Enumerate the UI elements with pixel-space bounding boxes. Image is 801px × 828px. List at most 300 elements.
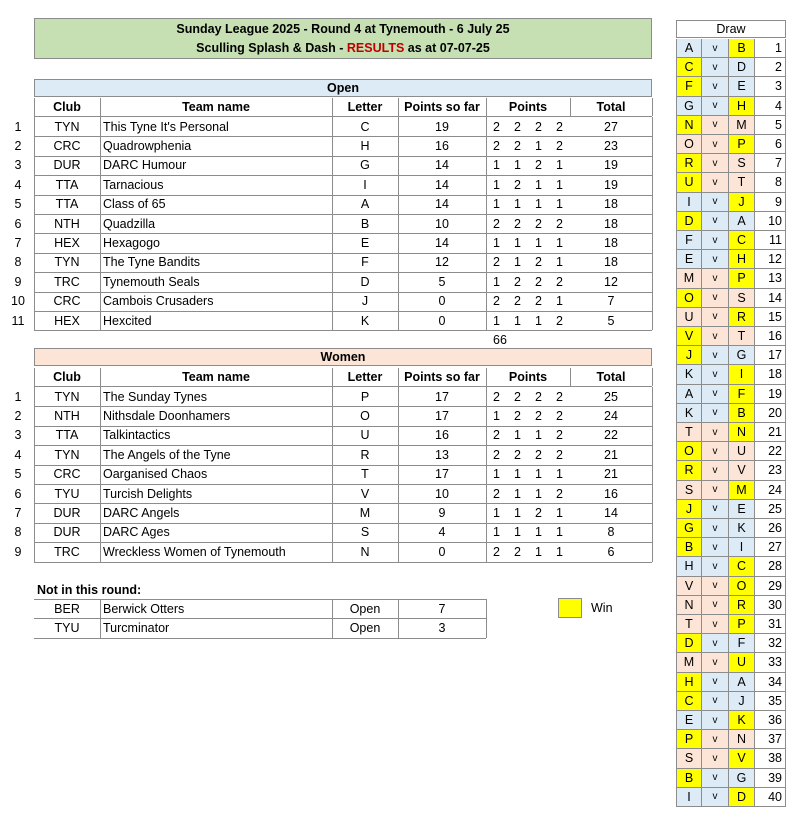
draw-row [0,193,801,212]
cell-pos: 3 [14,158,22,173]
draw-row [0,423,801,442]
draw-crew-b: K [729,711,755,730]
draw-crew-a: E [676,711,702,730]
col-header-team: Team name [182,100,250,114]
cell-pos: 7 [14,236,22,251]
draw-row [0,711,801,730]
draw-crew-b: H [729,250,755,269]
draw-row [0,538,801,557]
draw-versus: v [702,673,729,692]
cell-p4: 2 [556,389,563,404]
cell-p3: 1 [535,486,542,501]
cell-total: 22 [604,428,618,443]
cell-letter: V [360,486,370,501]
col-header-points-so-far: Points so far [404,100,480,114]
cell-letter: D [360,274,370,289]
win-legend-label: Win [591,601,613,615]
cell-sofar: 14 [435,177,449,192]
title-line-2-prefix: Sculling Splash & Dash - [196,41,347,55]
cell-p1: 2 [493,139,500,154]
cell-sofar: 12 [435,255,449,270]
draw-crew-b: T [729,173,755,192]
cell-p4: 2 [556,139,563,154]
cell-pos: 9 [14,274,22,289]
cell-team: Berwick Otters [103,601,185,616]
draw-versus: v [702,39,729,58]
draw-race-number: 4 [755,97,786,116]
cell-team: Oarganised Chaos [103,467,208,482]
draw-race-number: 28 [755,557,786,576]
cell-total: 24 [604,409,618,424]
cell-club: TTA [55,197,79,212]
draw-crew-b: T [729,327,755,346]
draw-crew-a: J [676,500,702,519]
cell-p3: 1 [535,467,542,482]
cell-p2: 1 [514,236,521,251]
cell-total: 19 [604,158,618,173]
draw-row [0,730,801,749]
cell-club: TYU [54,621,80,636]
cell-p2: 2 [514,447,521,462]
cell-p2: 1 [514,506,521,521]
cell-pos: 8 [14,525,22,540]
cell-pos: 6 [14,216,22,231]
draw-crew-a: G [676,519,702,538]
draw-race-number: 27 [755,538,786,557]
draw-versus: v [702,730,729,749]
title-line-2-suffix: as at 07-07-25 [404,41,490,55]
draw-row [0,116,801,135]
cell-p3: 1 [535,177,542,192]
draw-versus: v [702,135,729,154]
draw-crew-a: S [676,749,702,768]
draw-race-number: 31 [755,615,786,634]
draw-race-number: 24 [755,481,786,500]
cell-p3: 2 [535,506,542,521]
cell-p4: 1 [556,255,563,270]
cell-p1: 2 [493,119,500,134]
draw-race-number: 1 [755,39,786,58]
cell-sofar: 17 [435,467,449,482]
cell-p3: 2 [535,294,542,309]
draw-versus: v [702,769,729,788]
cell-sofar: 14 [435,158,449,173]
draw-crew-a: C [676,58,702,77]
draw-race-number: 23 [755,461,786,480]
draw-crew-a: O [676,289,702,308]
cell-letter: T [361,467,369,482]
draw-versus: v [702,557,729,576]
draw-row [0,577,801,596]
cell-club: CRC [53,294,81,309]
cell-total: 23 [604,139,618,154]
cell-pos: 3 [14,428,22,443]
cell-sofar: 0 [438,544,446,559]
draw-crew-a: J [676,346,702,365]
cell-p4: 1 [556,525,563,540]
draw-versus: v [702,193,729,212]
cell-club: NTH [54,216,80,231]
draw-versus: v [702,173,729,192]
draw-crew-b: H [729,97,755,116]
draw-race-number: 30 [755,596,786,615]
draw-crew-a: F [676,77,702,96]
draw-race-number: 6 [755,135,786,154]
cell-team: Talkintactics [103,428,171,443]
cell-sofar: 16 [435,428,449,443]
draw-versus: v [702,442,729,461]
cell-total: 18 [604,236,618,251]
cell-team: The Tyne Bandits [103,255,201,270]
draw-race-number: 10 [755,212,786,231]
draw-race-number: 3 [755,77,786,96]
cell-team: This Tyne It's Personal [103,119,229,134]
cell-pos: 5 [14,467,22,482]
draw-crew-b: N [729,423,755,442]
draw-row [0,673,801,692]
cell-p4: 1 [556,506,563,521]
draw-crew-b: U [729,653,755,672]
cell-sofar: 10 [435,216,449,231]
draw-race-number: 8 [755,173,786,192]
draw-crew-b: D [729,58,755,77]
draw-race-number: 38 [755,749,786,768]
cell-pos: 9 [14,544,22,559]
cell-club: TYU [54,486,80,501]
draw-row [0,749,801,768]
cell-p3: 2 [535,255,542,270]
cell-letter: P [360,389,370,404]
cell-p1: 2 [493,428,500,443]
draw-row [0,250,801,269]
draw-crew-a: A [676,39,702,58]
draw-crew-a: T [676,423,702,442]
draw-crew-b: E [729,77,755,96]
open-heading: Open [34,79,652,97]
draw-versus: v [702,749,729,768]
draw-crew-a: D [676,634,702,653]
draw-crew-a: G [676,97,702,116]
draw-versus: v [702,577,729,596]
cell-p2: 2 [514,216,521,231]
draw-race-number: 5 [755,116,786,135]
cell-p1: 2 [493,255,500,270]
draw-crew-b: O [729,577,755,596]
cell-p2: 2 [514,119,521,134]
draw-race-number: 33 [755,653,786,672]
draw-row [0,404,801,423]
cell-letter: J [361,294,369,309]
draw-crew-a: M [676,269,702,288]
cell-division: Open [349,621,381,636]
draw-crew-a: D [676,212,702,231]
draw-race-number: 26 [755,519,786,538]
draw-crew-b: I [729,538,755,557]
cell-p4: 2 [556,486,563,501]
cell-club: DUR [53,525,81,540]
cell-p4: 2 [556,447,563,462]
cell-points: 7 [438,601,446,616]
women-heading: Women [34,348,652,366]
cell-p4: 2 [556,216,563,231]
draw-row [0,346,801,365]
col-header-points-so-far: Points so far [404,370,480,384]
draw-versus: v [702,788,729,807]
draw-crew-a: N [676,116,702,135]
draw-row [0,557,801,576]
cell-team: Quadzilla [103,216,156,231]
draw-crew-a: H [676,673,702,692]
draw-crew-b: G [729,346,755,365]
draw-row [0,788,801,807]
results-label: RESULTS [346,41,405,55]
cell-p2: 1 [514,525,521,540]
cell-p3: 2 [535,274,542,289]
cell-p2: 2 [514,274,521,289]
draw-crew-a: P [676,730,702,749]
cell-p2: 2 [514,177,521,192]
draw-race-number: 7 [755,154,786,173]
draw-crew-b: U [729,442,755,461]
cell-team: Tarnacious [103,177,164,192]
draw-row [0,173,801,192]
draw-crew-a: H [676,557,702,576]
title-line-1: Sunday League 2025 - Round 4 at Tynemouth - 6 July 25 [176,22,510,36]
cell-total: 25 [604,389,618,404]
draw-row [0,634,801,653]
cell-letter: C [360,119,370,134]
draw-versus: v [702,250,729,269]
col-header-letter: Letter [347,370,383,384]
draw-race-number: 2 [755,58,786,77]
draw-versus: v [702,77,729,96]
draw-crew-b: B [729,39,755,58]
draw-row [0,365,801,384]
cell-pos: 8 [14,255,22,270]
draw-crew-a: I [676,788,702,807]
draw-crew-a: O [676,442,702,461]
cell-sofar: 14 [435,197,449,212]
draw-versus: v [702,653,729,672]
cell-total: 18 [604,216,618,231]
cell-team: Hexcited [103,313,152,328]
col-header-team: Team name [182,370,250,384]
cell-sofar: 10 [435,486,449,501]
cell-p3: 2 [535,119,542,134]
cell-p2: 1 [514,486,521,501]
cell-p3: 1 [535,236,542,251]
cell-p3: 1 [535,544,542,559]
draw-versus: v [702,385,729,404]
cell-pos: 1 [14,119,22,134]
not-in-round-heading: Not in this round: [37,582,142,597]
cell-sofar: 4 [438,525,446,540]
draw-crew-a: E [676,250,702,269]
cell-pos: 2 [14,139,22,154]
draw-crew-a: N [676,596,702,615]
draw-race-number: 14 [755,289,786,308]
draw-crew-b: D [729,788,755,807]
draw-versus: v [702,346,729,365]
cell-sofar: 17 [435,389,449,404]
cell-letter: N [360,544,370,559]
cell-letter: S [360,525,370,540]
draw-versus: v [702,269,729,288]
cell-club: TYN [54,447,80,462]
cell-club: TRC [54,544,80,559]
cell-team: The Angels of the Tyne [103,447,231,462]
draw-crew-b: C [729,231,755,250]
draw-crew-b: I [729,365,755,384]
draw-crew-a: U [676,173,702,192]
draw-crew-b: P [729,615,755,634]
draw-race-number: 18 [755,365,786,384]
draw-crew-b: M [729,116,755,135]
draw-row [0,500,801,519]
cell-sofar: 17 [435,409,449,424]
cell-p3: 1 [535,525,542,540]
cell-club: HEX [54,236,80,251]
cell-p2: 2 [514,389,521,404]
draw-race-number: 13 [755,269,786,288]
cell-club: TRC [54,274,80,289]
cell-club: DUR [53,506,81,521]
draw-row [0,97,801,116]
cell-p3: 2 [535,389,542,404]
cell-letter: O [360,409,370,424]
cell-letter: U [360,428,370,443]
cell-p3: 1 [535,313,542,328]
draw-crew-b: J [729,692,755,711]
cell-p2: 1 [514,197,521,212]
draw-versus: v [702,327,729,346]
cell-p4: 1 [556,294,563,309]
cell-p3: 1 [535,428,542,443]
cell-p2: 2 [514,544,521,559]
cell-letter: A [360,197,370,212]
cell-sofar: 16 [435,139,449,154]
draw-versus: v [702,423,729,442]
draw-versus: v [702,519,729,538]
draw-versus: v [702,154,729,173]
draw-versus: v [702,365,729,384]
cell-letter: K [360,313,370,328]
cell-p1: 1 [493,467,500,482]
cell-pos: 7 [14,506,22,521]
cell-club: HEX [54,313,80,328]
draw-versus: v [702,289,729,308]
cell-total: 19 [604,177,618,192]
col-header-club: Club [53,370,81,384]
draw-versus: v [702,308,729,327]
cell-p3: 2 [535,158,542,173]
cell-total: 21 [604,467,618,482]
draw-crew-a: V [676,327,702,346]
cell-team: DARC Ages [103,525,170,540]
draw-row [0,615,801,634]
draw-versus: v [702,461,729,480]
cell-sofar: 0 [438,294,446,309]
draw-row [0,77,801,96]
cell-p2: 2 [514,294,521,309]
draw-row [0,596,801,615]
cell-p3: 2 [535,216,542,231]
draw-versus: v [702,596,729,615]
draw-versus: v [702,58,729,77]
draw-row [0,461,801,480]
draw-row [0,58,801,77]
cell-team: Class of 65 [103,197,166,212]
cell-pos: 4 [14,447,22,462]
draw-race-number: 11 [755,231,786,250]
cell-club: TTA [55,177,79,192]
draw-versus: v [702,538,729,557]
draw-crew-a: R [676,461,702,480]
cell-p2: 2 [514,409,521,424]
draw-crew-b: F [729,385,755,404]
cell-sofar: 13 [435,447,449,462]
draw-race-number: 22 [755,442,786,461]
draw-versus: v [702,692,729,711]
cell-points: 3 [438,621,446,636]
draw-row [0,385,801,404]
cell-sofar: 9 [438,506,446,521]
draw-versus: v [702,500,729,519]
cell-team: The Sunday Tynes [103,389,208,404]
draw-row [0,308,801,327]
col-header-letter: Letter [347,100,383,114]
cell-p4: 2 [556,274,563,289]
cell-total: 16 [604,486,618,501]
draw-row [0,519,801,538]
draw-versus: v [702,481,729,500]
draw-row [0,154,801,173]
draw-crew-b: R [729,596,755,615]
draw-race-number: 15 [755,308,786,327]
cell-p1: 1 [493,158,500,173]
cell-p1: 2 [493,447,500,462]
draw-crew-b: P [729,269,755,288]
cell-pos: 5 [14,197,22,212]
col-header-points: Points [508,370,548,384]
draw-crew-a: A [676,385,702,404]
draw-race-number: 17 [755,346,786,365]
draw-crew-a: S [676,481,702,500]
draw-race-number: 40 [755,788,786,807]
cell-total: 5 [607,313,615,328]
draw-versus: v [702,116,729,135]
cell-team: Nithsdale Doonhamers [103,409,231,424]
cell-pos: 1 [14,389,22,404]
draw-crew-b: N [729,730,755,749]
cell-p2: 1 [514,313,521,328]
cell-total: 6 [607,544,615,559]
cell-club: NTH [54,409,80,424]
draw-row [0,289,801,308]
cell-sofar: 0 [438,313,446,328]
draw-race-number: 25 [755,500,786,519]
draw-race-number: 37 [755,730,786,749]
cell-p2: 1 [514,255,521,270]
cell-p1: 1 [493,236,500,251]
cell-p4: 1 [556,236,563,251]
draw-row [0,481,801,500]
draw-row [0,39,801,58]
draw-crew-b: G [729,769,755,788]
cell-p3: 2 [535,409,542,424]
draw-race-number: 36 [755,711,786,730]
draw-versus: v [702,231,729,250]
